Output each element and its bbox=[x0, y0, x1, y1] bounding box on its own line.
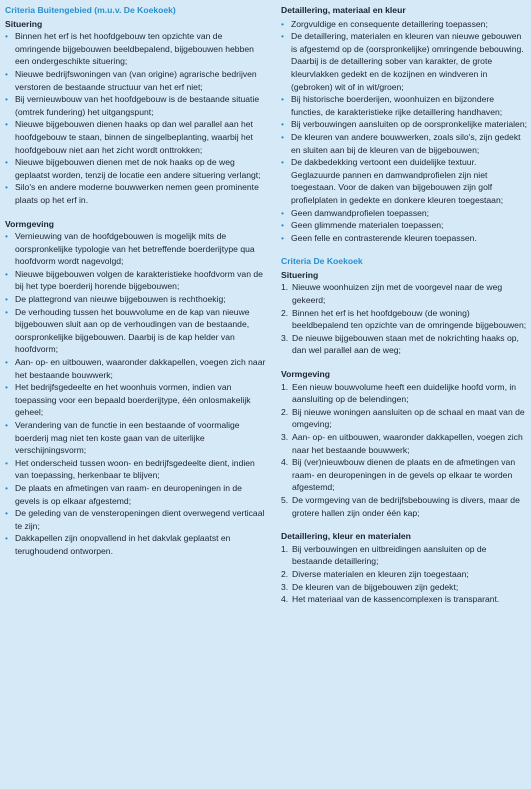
list-item-text: Nieuwe bijgebouwen dienen haaks op dan wel parallel aan het hoofdgebouw te staan, binnen de singelbeplanting, waarbij het hoofdgebouw niet aan het zicht wordt onttrokken; bbox=[15, 119, 253, 155]
list-item bbox=[281, 18, 527, 31]
bullet-icon: • bbox=[5, 119, 9, 130]
list-item-text: Het bedrijfsgedeelte en het woonhuis vormen, indien van toepassing voor een bepaald boerderijtype, één onlosmakelijk geheel; bbox=[15, 382, 251, 418]
list-item bbox=[281, 332, 527, 357]
list-item-text: De vormgeving van de bedrijfsbebouwing is divers, maar de grotere hallen zijn onder één kap; bbox=[292, 494, 520, 518]
section-detaillering bbox=[281, 4, 527, 244]
list-item bbox=[5, 156, 268, 181]
section-buitengebied bbox=[5, 4, 268, 558]
item-number: 2. bbox=[281, 406, 289, 417]
koekoek-detail-list bbox=[281, 543, 527, 606]
bullet-icon: • bbox=[5, 482, 9, 493]
item-number: 3. bbox=[281, 581, 289, 592]
bullet-icon: • bbox=[5, 182, 9, 193]
list-item bbox=[5, 293, 268, 306]
list-item bbox=[281, 581, 527, 594]
list-item-text: Een nieuw bouwvolume heeft een duidelijke hoofd vorm, in aansluiting op de belendingen; bbox=[292, 381, 517, 405]
item-number: 3. bbox=[281, 432, 289, 442]
list-item bbox=[281, 543, 527, 568]
item-number: 2. bbox=[281, 307, 289, 318]
bullet-icon: • bbox=[5, 382, 9, 393]
koekoek-vormgeving-heading: Vormgeving bbox=[281, 369, 331, 380]
list-item bbox=[281, 232, 527, 245]
bullet-icon: • bbox=[281, 131, 285, 142]
list-item bbox=[281, 568, 527, 581]
list-item-text: De nieuwe bijgebouwen staan met de nokrichting haaks op, dan wel parallel aan de weg; bbox=[292, 332, 519, 356]
list-item bbox=[5, 68, 268, 93]
list-item bbox=[281, 219, 527, 232]
list-item bbox=[5, 30, 268, 68]
list-item-text: Bij (ver)nieuwbouw dienen de plaats en de afmetingen van raam- en deuropeningen in de gevels op elkaar te worden afgestemd; bbox=[292, 457, 516, 493]
list-item-text: Bij historische boerderijen, woonhuizen en bijzondere functies, de karakteristieke rijke detaillering handhaven; bbox=[291, 94, 503, 117]
koekoek-vormgeving-list bbox=[281, 381, 527, 520]
list-item bbox=[281, 156, 527, 206]
list-item bbox=[5, 306, 268, 356]
list-item bbox=[5, 532, 268, 557]
list-item-text: Nieuwe bijgebouwen dienen met de nok haaks op de weg geplaatst worden, tenzij de locatie een andere situering verlangt; bbox=[15, 157, 261, 180]
list-item-text: Nieuwe bijgebouwen volgen de karakteristieke hoofdvorm van de bij het type boerderij horende bijgebouwen; bbox=[15, 268, 263, 292]
list-item bbox=[5, 356, 268, 381]
list-item bbox=[5, 230, 268, 268]
bullet-icon: • bbox=[5, 268, 9, 279]
list-item-text: Dakkapellen zijn onopvallend in het dakvlak geplaatst en terughoudend ontworpen. bbox=[15, 533, 231, 556]
bullet-icon: • bbox=[5, 68, 9, 79]
koekoek-detail-heading: Detaillering, kleur en materialen bbox=[281, 531, 411, 542]
vormgeving-heading: Vormgeving bbox=[5, 218, 55, 229]
list-item-text: Diverse materialen en kleuren zijn toegestaan; bbox=[292, 568, 469, 579]
list-item bbox=[281, 593, 527, 606]
detaillering-title: Detaillering, materiaal en kleur bbox=[281, 5, 406, 15]
list-item-text: Silo's en andere moderne bouwwerken nemen geen prominente plaats op het erf in. bbox=[15, 182, 259, 205]
left-column bbox=[5, 4, 268, 558]
list-item-text: Het materiaal van de kassencomplexen is transparant. bbox=[292, 594, 500, 605]
bullet-icon: • bbox=[5, 94, 9, 105]
item-number: 1. bbox=[281, 282, 289, 293]
item-number: 5. bbox=[281, 494, 289, 505]
list-item-text: Geen felle en contrasterende kleuren toepassen. bbox=[291, 232, 477, 243]
list-item bbox=[281, 381, 527, 406]
list-item bbox=[281, 456, 527, 494]
list-item bbox=[281, 93, 527, 118]
koekoek-situering-heading: Situering bbox=[281, 269, 319, 280]
list-item bbox=[5, 457, 268, 482]
item-number: 4. bbox=[281, 457, 289, 468]
list-item-text: Verandering van de functie in een bestaande of voormalige boerderij mag niet ten koste gaan van de uiterlijke verschijningsvorm; bbox=[15, 420, 240, 456]
list-item bbox=[281, 307, 527, 332]
list-item bbox=[281, 207, 527, 220]
list-item-text: De verhouding tussen het bouwvolume en de kap van nieuwe bijgebouwen sluit aan op de verhoudingen van de bestaande, oorspronkelijke bijgebouwen. Daarbij is de kap helder van hoofdvorm; bbox=[15, 306, 250, 355]
list-item-text: Zorgvuldige en consequente detaillering toepassen; bbox=[291, 18, 488, 29]
list-item-text: Bij verbouwingen en uitbreidingen aansluiten op de bestaande detaillering; bbox=[292, 543, 487, 567]
bullet-icon: • bbox=[281, 18, 285, 29]
bullet-icon: • bbox=[5, 533, 9, 544]
bullet-icon: • bbox=[281, 31, 285, 42]
right-column bbox=[281, 4, 527, 606]
bullet-icon: • bbox=[281, 207, 285, 218]
section-title: Criteria Buitengebied (m.u.v. De Koekoek) bbox=[5, 5, 176, 15]
bullet-icon: • bbox=[281, 119, 285, 130]
list-item-text: Nieuwe bedrijfswoningen van (van origine) agrarische bedrijven verstoren de bestaande structuur van het erf niet; bbox=[15, 68, 257, 92]
item-number: 2. bbox=[281, 568, 289, 579]
item-number: 1. bbox=[281, 381, 289, 392]
bullet-icon: • bbox=[5, 294, 9, 305]
list-item-text: Bij vernieuwbouw van het hoofdgebouw is de bestaande situatie (omtrek fundering) het uitgangspunt; bbox=[15, 94, 260, 117]
list-item-text: Bij verbouwingen aansluiten op de oorspronkelijke materialen; bbox=[291, 119, 527, 130]
bullet-icon: • bbox=[5, 306, 9, 317]
bullet-icon: • bbox=[281, 157, 285, 168]
vormgeving-list bbox=[5, 230, 268, 557]
item-number: 1. bbox=[281, 543, 289, 554]
bullet-icon: • bbox=[5, 508, 9, 519]
list-item bbox=[5, 181, 268, 206]
list-item bbox=[281, 281, 527, 306]
bullet-icon: • bbox=[5, 357, 9, 368]
list-item bbox=[5, 118, 268, 156]
list-item-text: De plattegrond van nieuwe bijgebouwen is rechthoekig; bbox=[15, 294, 226, 305]
list-item bbox=[5, 419, 268, 457]
item-number: 3. bbox=[281, 332, 289, 343]
list-item-text: Geen glimmende materialen toepassen; bbox=[291, 220, 444, 231]
bullet-icon: • bbox=[5, 31, 9, 42]
list-item bbox=[5, 381, 268, 419]
list-item-text: Aan- op- en uitbouwen, waaronder dakkapellen, voegen zich naar het bestaande bouwwerk; bbox=[292, 432, 523, 455]
list-item-text: De dakbedekking vertoont een duidelijke textuur. Geglazuurde pannen en damwandprofielen zijn niet toegestaan. Voor de daken van bijgebouwen zijn golf profielplaten in gedekte en donkere kleuren toegestaan; bbox=[291, 157, 504, 205]
list-item-text: Binnen het erf is het hoofdgebouw (de woning) beeldbepalend ten opzichte van de omringende bijgebouwen; bbox=[292, 307, 527, 331]
koekoek-situering-list bbox=[281, 281, 527, 357]
list-item bbox=[281, 118, 527, 131]
list-item bbox=[281, 30, 527, 93]
item-number: 4. bbox=[281, 594, 289, 605]
list-item bbox=[5, 482, 268, 507]
list-item bbox=[281, 494, 527, 519]
list-item-text: Binnen het erf is het hoofdgebouw ten opzichte van de omringende bijgebouwen beeldbepalend, bijgebouwen hebben een ondergeschikte situering; bbox=[15, 31, 254, 67]
list-item-text: Nieuwe woonhuizen zijn met de voorgevel naar de weg gekeerd; bbox=[292, 282, 503, 306]
list-item-text: Aan- op- en uitbouwen, waaronder dakkapellen, voegen zich naar het bestaande bouwwerk; bbox=[15, 357, 266, 380]
list-item-text: Het onderscheid tussen woon- en bedrijfsgedeelte dient, indien van toepassing, herkenbaar te blijven; bbox=[15, 457, 255, 481]
situering-list bbox=[5, 30, 268, 206]
list-item bbox=[5, 268, 268, 293]
list-item-text: Vernieuwing van de hoofdgebouwen is mogelijk mits de oorspronkelijke typologie van het betreffende boerderijtype qua hoofdvorm wordt nagevolgd; bbox=[15, 231, 255, 267]
list-item bbox=[281, 406, 527, 431]
bullet-icon: • bbox=[281, 232, 285, 243]
list-item-text: De geleding van de vensteropeningen dient overwegend verticaal te zijn; bbox=[15, 508, 265, 531]
list-item bbox=[5, 93, 268, 118]
list-item-text: De kleuren van andere bouwwerken, zoals silo's, zijn gedekt en sluiten aan bij de kleuren van de bijgebouwen; bbox=[291, 131, 521, 155]
bullet-icon: • bbox=[281, 220, 285, 231]
list-item bbox=[5, 507, 268, 532]
bullet-icon: • bbox=[5, 157, 9, 168]
koekoek-title: Criteria De Koekoek bbox=[281, 256, 363, 267]
list-item-text: Bij nieuwe woningen aansluiten op de schaal en maat van de omgeving; bbox=[292, 406, 525, 430]
list-item-text: Geen damwandprofielen toepassen; bbox=[291, 207, 430, 218]
situering-heading: Situering bbox=[5, 18, 43, 29]
list-item bbox=[281, 431, 527, 456]
detaillering-list bbox=[281, 18, 527, 245]
list-item-text: De kleuren van de bijgebouwen zijn gedekt; bbox=[292, 581, 459, 592]
list-item-text: De detaillering, materialen en kleuren van nieuwe gebouwen is afgestemd op de (oorspronkelijke) omringende bebouwing. Daarbij is de detaillering sober van karakter, de grote kleurvlakken gedekt en de kozijnen en windveren in (gebroken) wit of in wit/groen; bbox=[291, 31, 524, 92]
bullet-icon: • bbox=[5, 420, 9, 430]
bullet-icon: • bbox=[281, 94, 285, 105]
list-item bbox=[281, 131, 527, 156]
section-koekoek bbox=[281, 255, 527, 605]
bullet-icon: • bbox=[5, 231, 9, 242]
bullet-icon: • bbox=[5, 457, 9, 468]
list-item-text: De plaats en afmetingen van raam- en deuropeningen in de gevels is op elkaar afgestemd; bbox=[15, 482, 242, 506]
